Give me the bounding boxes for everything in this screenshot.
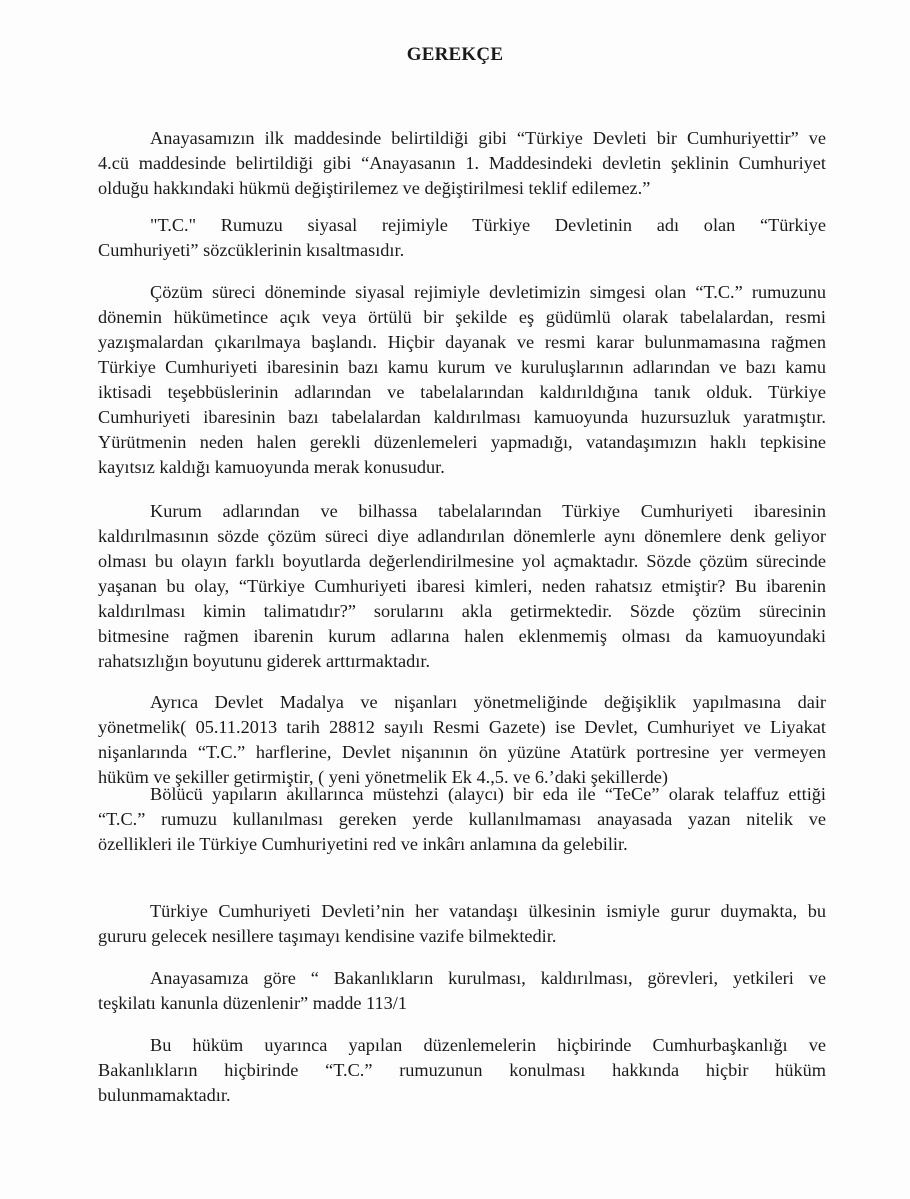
text-line: özellikleri ile Türkiye Cumhuriyetini red ve inkârı anlamına da gelebilir.	[98, 834, 628, 854]
paragraph	[98, 966, 826, 1016]
paragraph	[98, 690, 826, 790]
paragraph	[98, 499, 826, 674]
paragraph	[98, 213, 826, 263]
text-line: Türkiye Cumhuriyeti Devleti’nin her vatandaşı ülkesinin ismiyle gurur duymakta, bu	[150, 901, 826, 921]
text-line: Çözüm süreci döneminde siyasal rejimiyle devletimizin simgesi olan “T.C.” rumuzunu	[150, 282, 826, 302]
text-line: yönetmelik( 05.11.2013 tarih 28812 sayılı Resmi Gazete) ise Devlet, Cumhuriyet ve Liyakat	[98, 717, 826, 737]
text-line: yaşanan bu olay, “Türkiye Cumhuriyeti ibaresi kimleri, neden rahatsız etmiştir? Bu ibarenin	[98, 576, 826, 596]
text-line: Bakanlıkların hiçbirinde “T.C.” rumuzunun konulması hakkında hiçbir hüküm	[98, 1060, 826, 1080]
text-line: teşkilatı kanunla düzenlenir” madde 113/1	[98, 993, 407, 1013]
text-line: Anayasamızın ilk maddesinde belirtildiği gibi “Türkiye Devleti bir Cumhuriyettir” ve	[150, 128, 826, 148]
text-line: olduğu hakkındaki hükmü değiştirilemez ve değiştirilmesi teklif edilemez.”	[98, 178, 651, 198]
text-line: kayıtsız kaldığı kamuoyunda merak konusudur.	[98, 457, 445, 477]
text-line: gururu gelecek nesillere taşımayı kendisine vazife bilmektedir.	[98, 926, 557, 946]
text-line: kaldırılmasının sözde çözüm süreci diye adlandırılan dönemlerle aynı dönemlere denk geliyor	[98, 526, 826, 546]
text-line: 4.cü maddesinde belirtildiği gibi “Anayasanın 1. Maddesindeki devletin şeklinin Cumhuriyet	[98, 153, 826, 173]
paragraph	[98, 1033, 826, 1108]
paragraph	[98, 782, 826, 857]
text-line: Kurum adlarından ve bilhassa tabelalarından Türkiye Cumhuriyeti ibaresinin	[150, 501, 826, 521]
text-line: kaldırılması kimin talimatıdır?” sorularını akla getirmektedir. Sözde çözüm sürecinin	[98, 601, 826, 621]
text-line: Cumhuriyeti” sözcüklerinin kısaltmasıdır.	[98, 240, 405, 260]
text-line: dönemin hükümetince açık veya örtülü bir şekilde eş güdümlü olarak tabelalardan, resmi	[98, 307, 826, 327]
text-line: bitmesine rağmen ibarenin kurum adlarına halen eklenmemiş olması da kamuoyundaki	[98, 626, 826, 646]
text-line: Türkiye Cumhuriyeti ibaresinin bazı kamu kurum ve kuruluşlarının adlarından ve bazı kamu	[98, 357, 826, 377]
text-line: hüküm ve şekiller getirmiştir, ( yeni yönetmelik Ek 4.,5. ve 6.’daki şekillerde)	[98, 767, 668, 787]
text-line: Anayasamıza göre “ Bakanlıkların kurulması, kaldırılması, görevleri, yetkileri ve	[150, 968, 826, 988]
text-line: "T.C." Rumuzu siyasal rejimiyle Türkiye Devletinin adı olan “Türkiye	[150, 215, 826, 235]
text-line: olması bu olayın farklı boyutlarda değerlendirilmesine yol açmaktadır. Sözde çözüm sürecinde	[98, 551, 826, 571]
document-title: GEREKÇE	[406, 44, 504, 65]
paragraph	[98, 280, 826, 480]
text-line: “T.C.” rumuzu kullanılması gereken yerde kullanılmaması anayasada yazan nitelik ve	[98, 809, 826, 829]
text-line: Ayrıca Devlet Madalya ve nişanları yönetmeliğinde değişiklik yapılmasına dair	[150, 692, 826, 712]
paragraph	[98, 126, 826, 201]
text-line: iktisadi teşebbüslerinin adlarından ve tabelalarından kaldırıldığına tanık olduk. Türkiye	[98, 382, 826, 402]
text-line: Bölücü yapıların akıllarınca müstehzi (alaycı) bir eda ile “TeCe” olarak telaffuz ettiği	[150, 784, 826, 804]
text-line: rahatsızlığın boyutunu giderek arttırmaktadır.	[98, 651, 431, 671]
paragraph	[98, 899, 826, 949]
text-line: Cumhuriyeti ibaresinin bazı tabelalardan kaldırılması kamuoyunda huzursuzluk yaratmıştır.	[98, 407, 826, 427]
text-line: yazışmalardan çıkarılmaya başlandı. Hiçbir dayanak ve resmi karar bulunmamasına rağmen	[98, 332, 826, 352]
text-line: Bu hüküm uyarınca yapılan düzenlemelerin hiçbirinde Cumhurbaşkanlığı ve	[150, 1035, 826, 1055]
text-line: nişanlarında “T.C.” harflerine, Devlet nişanının ön yüzüne Atatürk portresine yer vermeyen	[98, 742, 826, 762]
text-line: bulunmamaktadır.	[98, 1085, 231, 1105]
text-line: Yürütmenin neden halen gerekli düzenlemeleri yapmadığı, vatandaşımızın haklı tepkisine	[98, 432, 826, 452]
